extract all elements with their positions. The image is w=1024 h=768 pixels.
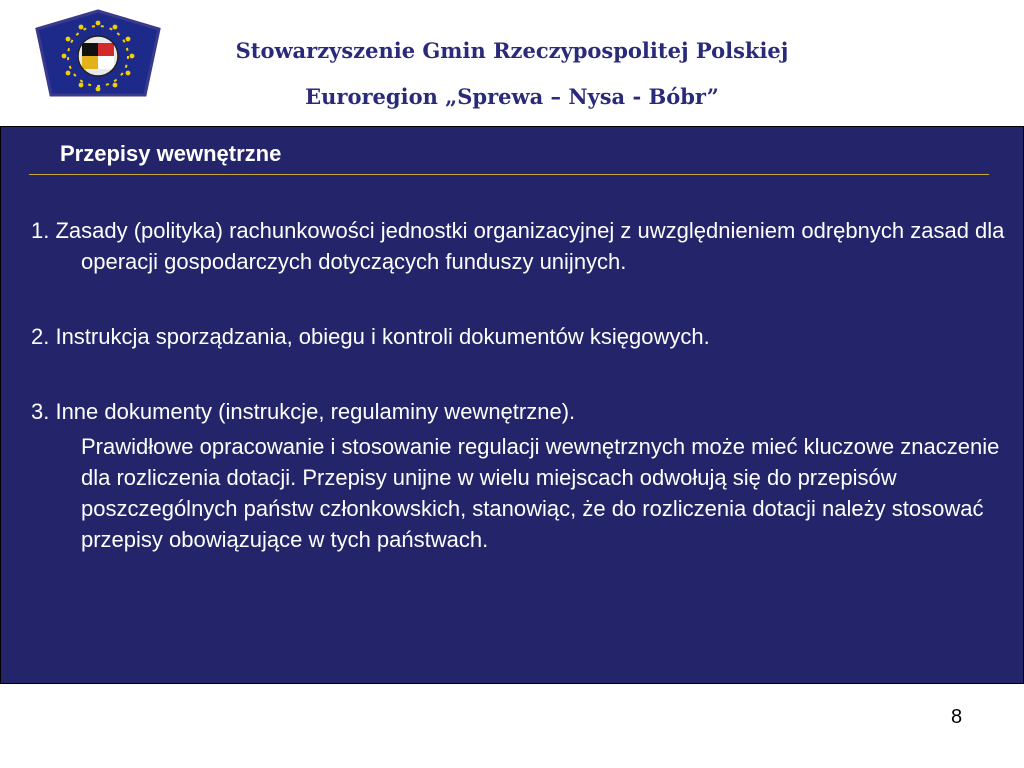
items-list (31, 215, 1016, 555)
content-panel (0, 126, 1024, 684)
list-item-3-note: Prawidłowe opracowanie i stosowanie regulacji wewnętrznych może mieć kluczowe znaczenie dla rozliczenia dotacji. Przepisy unijne w wielu miejscach odwołują się do przepisów poszczególnych państw członkowskich, stanowiąc, że do rozliczenia dotacji należy stosować przepisy obowiązujące w tych państwach. (81, 434, 1000, 552)
slide-header (0, 0, 1024, 126)
list-item-3: 3. Inne dokumenty (instrukcje, regulaminy wewnętrzne). (31, 399, 576, 424)
slide-title: Przepisy wewnętrzne (60, 141, 282, 166)
list-item-1: 1. Zasady (polityka) rachunkowości jednostki organizacyjnej z uwzględnieniem odrębnych zasad dla operacji gospodarczych dotyczących funduszy unijnych. (31, 218, 1005, 274)
organization-title (150, 28, 874, 120)
page-number: 8 (951, 706, 963, 728)
euroregion-logo-icon (33, 9, 163, 97)
organization-name: Stowarzyszenie Gmin Rzeczypospolitej Polskiej (235, 38, 789, 63)
euroregion-name: Euroregion „Sprewa – Nysa - Bóbr” (305, 84, 719, 109)
list-item-2: 2. Instrukcja sporządzania, obiegu i kontroli dokumentów księgowych. (31, 324, 710, 349)
title-divider (29, 174, 989, 175)
